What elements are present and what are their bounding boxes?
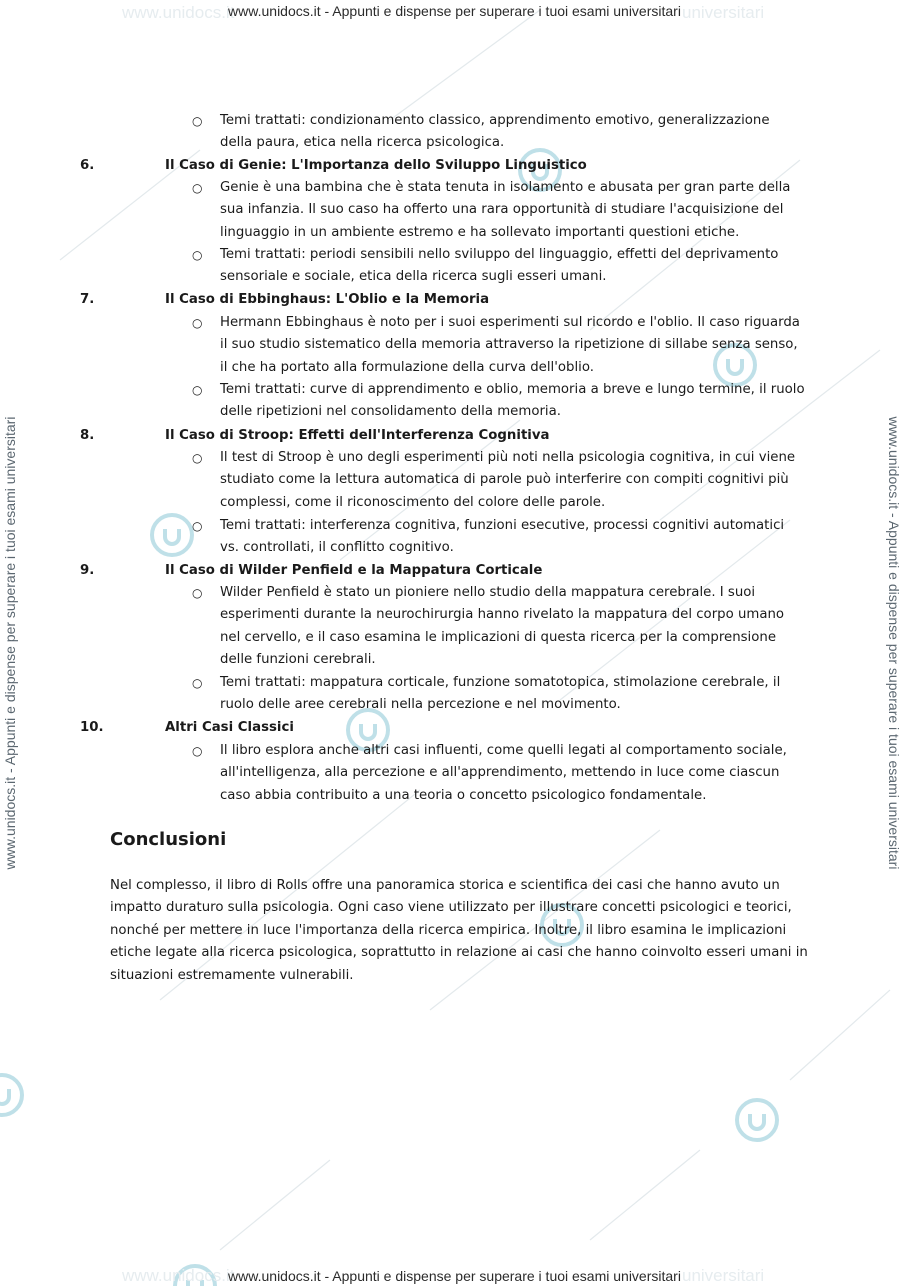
circle-bullet-icon: ○ — [192, 383, 203, 397]
bullet-text: Temi trattati: condizionamento classico, apprendimento emotivo, generalizzazione della paura, etica nella ricerca psicologica. — [220, 113, 770, 151]
item-title: Il Caso di Stroop: Effetti dell'Interferenza Cognitiva — [165, 428, 550, 443]
conclusion-paragraph: Nel complesso, il libro di Rolls offre una panoramica storica e scientifica dei casi che hanno avuto un impatto duraturo sulla psicologia. Ogni caso viene utilizzato per illustrare concetti psicologici e teorici, nonché per mettere in luce l'importanza della ricerca empirica. Inoltre, il libro esamina le implicazioni etiche legate alla ricerca psicologica, soprattutto in relazione ai casi che hanno coinvolto esseri umani in situazioni estremamente vulnerabili. — [110, 878, 808, 983]
item-number: 10. — [80, 720, 104, 735]
circle-bullet-icon: ○ — [192, 586, 203, 600]
bullet-text: Hermann Ebbinghaus è noto per i suoi esperimenti sul ricordo e l'oblio. Il caso riguarda il suo studio sistematico della memoria attraverso la ripetizione di sillabe senza senso, il che ha portato alla formulazione della curva dell'oblio. — [220, 315, 800, 375]
bottom-banner: www.unidocs.it - Appunti e dispense per superare i tuoi esami universitari — [228, 1268, 681, 1284]
bullet-text: Il test di Stroop è uno degli esperimenti più noti nella psicologia cognitiva, in cui viene studiato come la lettura automatica di parole può interferire con compiti cognitivi più complessi, come il riconoscimento del colore delle parole. — [220, 450, 796, 510]
item-number: 8. — [80, 428, 95, 443]
ghost-banner-left-bottom: www.unidocs.it — [122, 1266, 235, 1285]
bullet-text: Temi trattati: interferenza cognitiva, funzioni esecutive, processi cognitivi automatici vs. controllati, il conflitto cognitivo. — [220, 518, 785, 556]
item-title: Il Caso di Genie: L'Importanza dello Sviluppo Linguistico — [165, 158, 587, 173]
circle-bullet-icon: ○ — [192, 519, 203, 533]
item-number: 6. — [80, 158, 95, 173]
bullet-text: Temi trattati: periodi sensibili nello sviluppo del linguaggio, effetti del deprivamento sensoriale e sociale, etica della ricerca sugli esseri umani. — [220, 247, 779, 285]
right-side-banner: www.unidocs.it - Appunti e dispense per superare i tuoi esami universitari — [886, 416, 902, 870]
ghost-banner-right: universitari — [682, 3, 765, 22]
bullet-text: Temi trattati: mappatura corticale, funzione somatotopica, stimolazione cerebrale, il ruolo delle aree cerebrali nella percezione e nel movimento. — [220, 675, 781, 713]
circle-bullet-icon: ○ — [192, 316, 203, 330]
item-title: Il Caso di Wilder Penfield e la Mappatura Corticale — [165, 563, 543, 578]
circle-bullet-icon: ○ — [192, 114, 203, 128]
bullet-text: Il libro esplora anche altri casi influenti, come quelli legati al comportamento sociale, all'intelligenza, alla percezione e all'apprendimento, mettendo in luce come ciascun caso abbia contribuito a una teoria o concetto psicologico fondamentale. — [220, 743, 787, 803]
top-banner: www.unidocs.it - Appunti e dispense per superare i tuoi esami universitari — [228, 3, 681, 19]
circle-bullet-icon: ○ — [192, 744, 203, 758]
item-title: Altri Casi Classici — [165, 720, 294, 735]
bullet-text: Genie è una bambina che è stata tenuta in isolamento e abusata per gran parte della sua infanzia. Il suo caso ha offerto una rara opportunità di studiare l'acquisizione del linguaggio in un ambiente estremo e ha sollevato importanti questioni etiche. — [220, 180, 791, 240]
circle-bullet-icon: ○ — [192, 451, 203, 465]
left-side-banner: www.unidocs.it - Appunti e dispense per superare i tuoi esami universitari — [2, 416, 18, 870]
section-heading-conclusioni: Conclusioni — [110, 829, 227, 850]
bullet-text: Temi trattati: curve di apprendimento e oblio, memoria a breve e lungo termine, il ruolo delle ripetizioni nel consolidamento della memoria. — [220, 382, 805, 420]
bullet-text: Wilder Penfield è stato un pioniere nello studio della mappatura cerebrale. I suoi esperimenti durante la neurochirurgia hanno rivelato la mappatura del corpo umano nel cervello, e il caso esamina le implicazioni di questa ricerca per la comprensione delle funzioni cerebrali. — [220, 585, 785, 668]
ghost-banner-left: www.unidocs.it — [122, 3, 235, 22]
item-number: 9. — [80, 563, 95, 578]
item-title: Il Caso di Ebbinghaus: L'Oblio e la Memoria — [165, 292, 490, 307]
ghost-banner-right-bottom: universitari — [682, 1266, 765, 1285]
circle-bullet-icon: ○ — [192, 248, 203, 262]
circle-bullet-icon: ○ — [192, 676, 203, 690]
circle-bullet-icon: ○ — [192, 181, 203, 195]
item-number: 7. — [80, 292, 95, 307]
